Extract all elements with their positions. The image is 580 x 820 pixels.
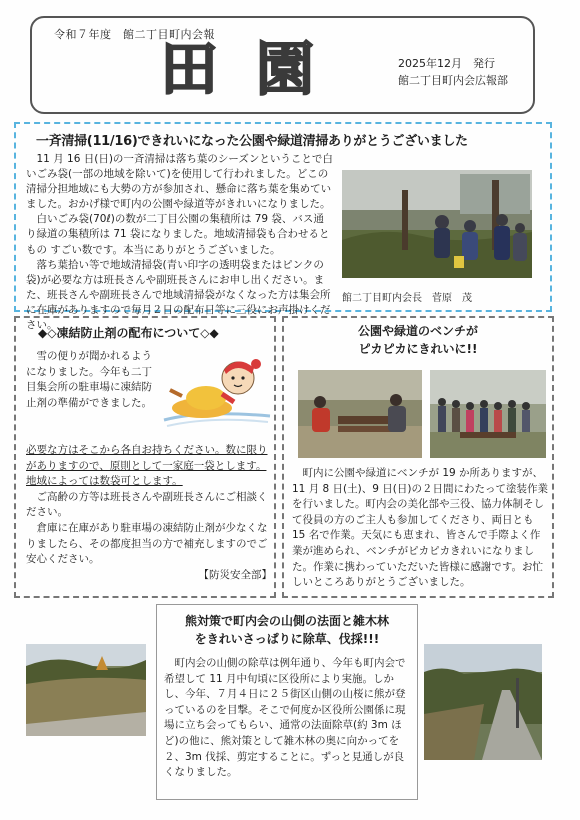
antifreeze-notice: 必要な方はそこから各自お持ちください。数に限りがありますので、原則として一家庭一袋とします。地域によっては数袋可とします。 [26,444,268,488]
antifreeze-body [26,443,272,583]
volunteers-group-photo [430,370,546,458]
slope-clearing-photo [26,644,146,736]
cleanup-photo [342,170,532,278]
chairperson-signature: 館二丁目町内会長 菅原 茂 [342,293,472,304]
bear-headline-line2: をきれいさっぱりに除草、伐採!!! [194,632,380,646]
publisher: 館二丁目町内会広報部 [398,74,508,87]
cleanup-body [26,152,334,333]
child-sledding-illustration [162,350,272,434]
issue-label: 令和７年度 館二丁目町内会報 [54,28,215,41]
bench-headline-line1: 公園や緑道のベンチが [357,324,478,338]
antifreeze-lead-text: 雪の便りが聞かれるようになりました。今年も二丁目集会所の駐車場に凍結防止剤の準備ができました。 [26,350,152,409]
bear-body [164,656,414,781]
newsletter-title: 田園 [160,35,353,103]
issue-date: 2025年12月 発行 [398,57,495,70]
bench-body [292,466,550,591]
antifreeze-paragraph: ご高齢の方等は班長さんや副班長さんにご相談ください。 [26,490,268,519]
cleanup-paragraph: 白いごみ袋(70ℓ)の数が二丁目公園の集積所は 79 袋、バス通り緑道の集積所は 71 袋になりました。地域清掃袋も合わせるともの すごい数です。本当にありがとうございました。 [26,213,330,256]
antifreeze-lead [26,349,158,411]
woodland-path-photo [424,644,542,760]
bear-paragraph: 町内会の山側の除草は例年通り、今年も町内会で希望して 11 月中旬頃に区役所により実施。しかし、今年、７月４日に２５街区山側の山桜に熊が登っているのを目撃。そこで何度か区役所公園係に現場に立ち会ってもらい、通常の法面除草(約 3m ほど)の他に、熊対策として雑木林の奥に向かってを２、3m 伐採、剪定することに。ずっと見通しが良くなりました。 [164,657,406,779]
antifreeze-department: 【防災安全部】 [198,568,272,581]
bench-paragraph: 町内に公園や緑道にベンチが 19 か所ありますが、11 月 8 日(土)、9 日(日)の２日間にわたって塗装作業を行いました。町内会の美化部や三役、協力体制そして役員の方のご主人も参加してくださり、両日とも 15 名で作業。天気にも恵まれ、皆さんで手際よく作業が進められ、ベンチがピカピカきれいになりました。作業に携わっていただいた皆様に感謝です。お忙しいところありがとうございました。 [292,467,548,589]
cleanup-paragraph: 11 月 16 日(日)の一斉清掃は落ち葉のシーズンということで白いごみ袋(一部の地域を除いて)を使用して行われました。どこの清掃分担地域にも大勢の方が参加され、懸命に落ち葉を集めていました。おかげ様で町内の公園や緑道等がきれいになりました。 [26,153,333,211]
bench-headline-line2: ピカピカにきれいに!! [358,342,478,356]
antifreeze-headline: ◆◇凍結防止剤の配布について◇◆ [38,326,219,340]
bear-headline-line1: 熊対策で町内会の山側の法面と雑木林 [184,614,389,628]
cleanup-paragraph: 落ち葉拾い等で地域清掃袋(青い印字の透明袋またはピンクの袋)が必要な方は班長さんや副班長さんにお申し出ください。また、班長さんや副班長さんで地域清掃袋がなくなった方は集会所に在庫がありますので毎月２日の配布日等に三役にお声掛けください。 [26,258,331,332]
cleanup-headline: 一斉清掃(11/16)できれいになった公園や緑道清掃ありがとうございました [36,134,468,149]
bench-painting-photo [298,370,422,458]
antifreeze-paragraph: 倉庫に在庫があり駐車場の凍結防止剤が少なくなりましたら、その都度担当の方で補充しますのでご安心ください。 [26,521,268,566]
